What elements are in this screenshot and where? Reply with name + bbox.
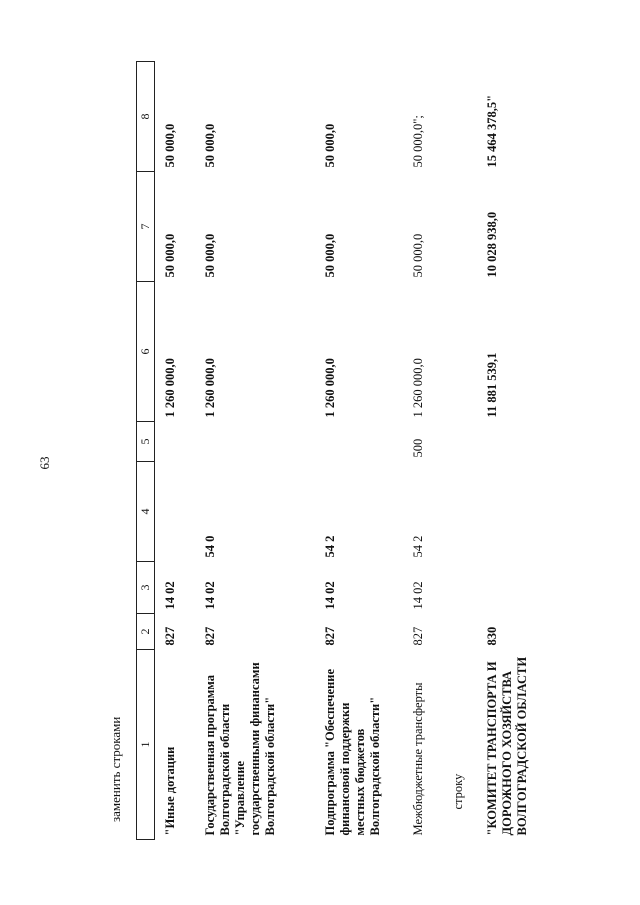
budget-table bbox=[136, 61, 538, 840]
cell-c8: 15 464 378,5" bbox=[484, 94, 499, 168]
table-row bbox=[477, 62, 538, 840]
cell-c6: 1 260 000,0 bbox=[202, 358, 217, 418]
cell-c2: 827 bbox=[202, 626, 217, 646]
cell-c2: 827 bbox=[322, 626, 337, 646]
cell-c8: 50 000,0 bbox=[322, 123, 337, 168]
table-row bbox=[195, 62, 315, 840]
header-cell: 2 bbox=[137, 614, 155, 650]
intro-text: заменить строками bbox=[108, 716, 123, 822]
cell-c8: 50 000,0 bbox=[163, 123, 177, 168]
cell-c4: 54 0 bbox=[202, 535, 217, 558]
text-row bbox=[443, 62, 477, 840]
row-name: Государственная программа Волгоградской области "Управление государственными финансами Волгоградской области" bbox=[202, 662, 277, 836]
header-cell: 8 bbox=[137, 62, 155, 172]
cell-c6: 11 881 539,1 bbox=[484, 352, 499, 418]
cell-c7: 50 000,0 bbox=[410, 233, 425, 278]
header-cell: 4 bbox=[137, 462, 155, 562]
cell-c4: 54 2 bbox=[322, 535, 337, 558]
header-cell: 3 bbox=[137, 562, 155, 614]
cell-c2: 827 bbox=[410, 626, 425, 646]
cell-c3: 14 02 bbox=[410, 581, 425, 610]
rotated-document-content bbox=[108, 60, 548, 840]
table-header-row bbox=[137, 62, 155, 840]
cell-c6: 1 260 000,0 bbox=[410, 358, 425, 418]
header-cell: 1 bbox=[137, 650, 155, 840]
cell-c7: 50 000,0 bbox=[163, 233, 177, 278]
cell-c2: 827 bbox=[163, 626, 177, 646]
cell-c3 bbox=[477, 562, 538, 614]
row-name: Подпрограмма "Обеспечение финансовой поддержки местных бюджетов Волгоградской области" bbox=[322, 668, 382, 836]
table-row bbox=[155, 62, 195, 840]
cell-c5 bbox=[195, 422, 315, 462]
cell-c6: 1 260 000,0 bbox=[322, 358, 337, 418]
header-cell: 5 bbox=[137, 422, 155, 462]
cell-c2: 830 bbox=[484, 626, 499, 646]
cell-c5 bbox=[155, 422, 195, 462]
cell-c8: 50 000,0"; bbox=[410, 115, 425, 168]
row-name: "КОМИТЕТ ТРАНСПОРТА И ДОРОЖНОГО ХОЗЯЙСТВА ВОЛГОГРАДСКОЙ ОБЛАСТИ bbox=[484, 656, 529, 836]
cell-c3: 14 02 bbox=[163, 581, 177, 610]
cell-c5 bbox=[477, 422, 538, 462]
header-cell: 7 bbox=[137, 172, 155, 282]
cell-c5 bbox=[315, 422, 403, 462]
table-row bbox=[403, 62, 443, 840]
mid-text: строку bbox=[450, 773, 465, 810]
cell-c4: 54 2 bbox=[410, 535, 425, 558]
page-number: 63 bbox=[37, 456, 52, 470]
cell-c7: 50 000,0 bbox=[202, 233, 217, 278]
cell-c3: 14 02 bbox=[322, 581, 337, 610]
cell-c7: 50 000,0 bbox=[322, 233, 337, 278]
row-name: "Иные дотации bbox=[163, 746, 177, 836]
cell-c8: 50 000,0 bbox=[202, 123, 217, 168]
row-name: Межбюджетные трансферты bbox=[410, 682, 425, 836]
cell-c5: 500 bbox=[410, 438, 425, 458]
header-cell: 6 bbox=[137, 282, 155, 422]
cell-c3: 14 02 bbox=[202, 581, 217, 610]
table-row bbox=[315, 62, 403, 840]
cell-c7: 10 028 938,0 bbox=[484, 211, 499, 278]
cell-c6: 1 260 000,0 bbox=[163, 358, 177, 418]
cell-c4 bbox=[477, 462, 538, 562]
cell-c4 bbox=[155, 462, 195, 562]
